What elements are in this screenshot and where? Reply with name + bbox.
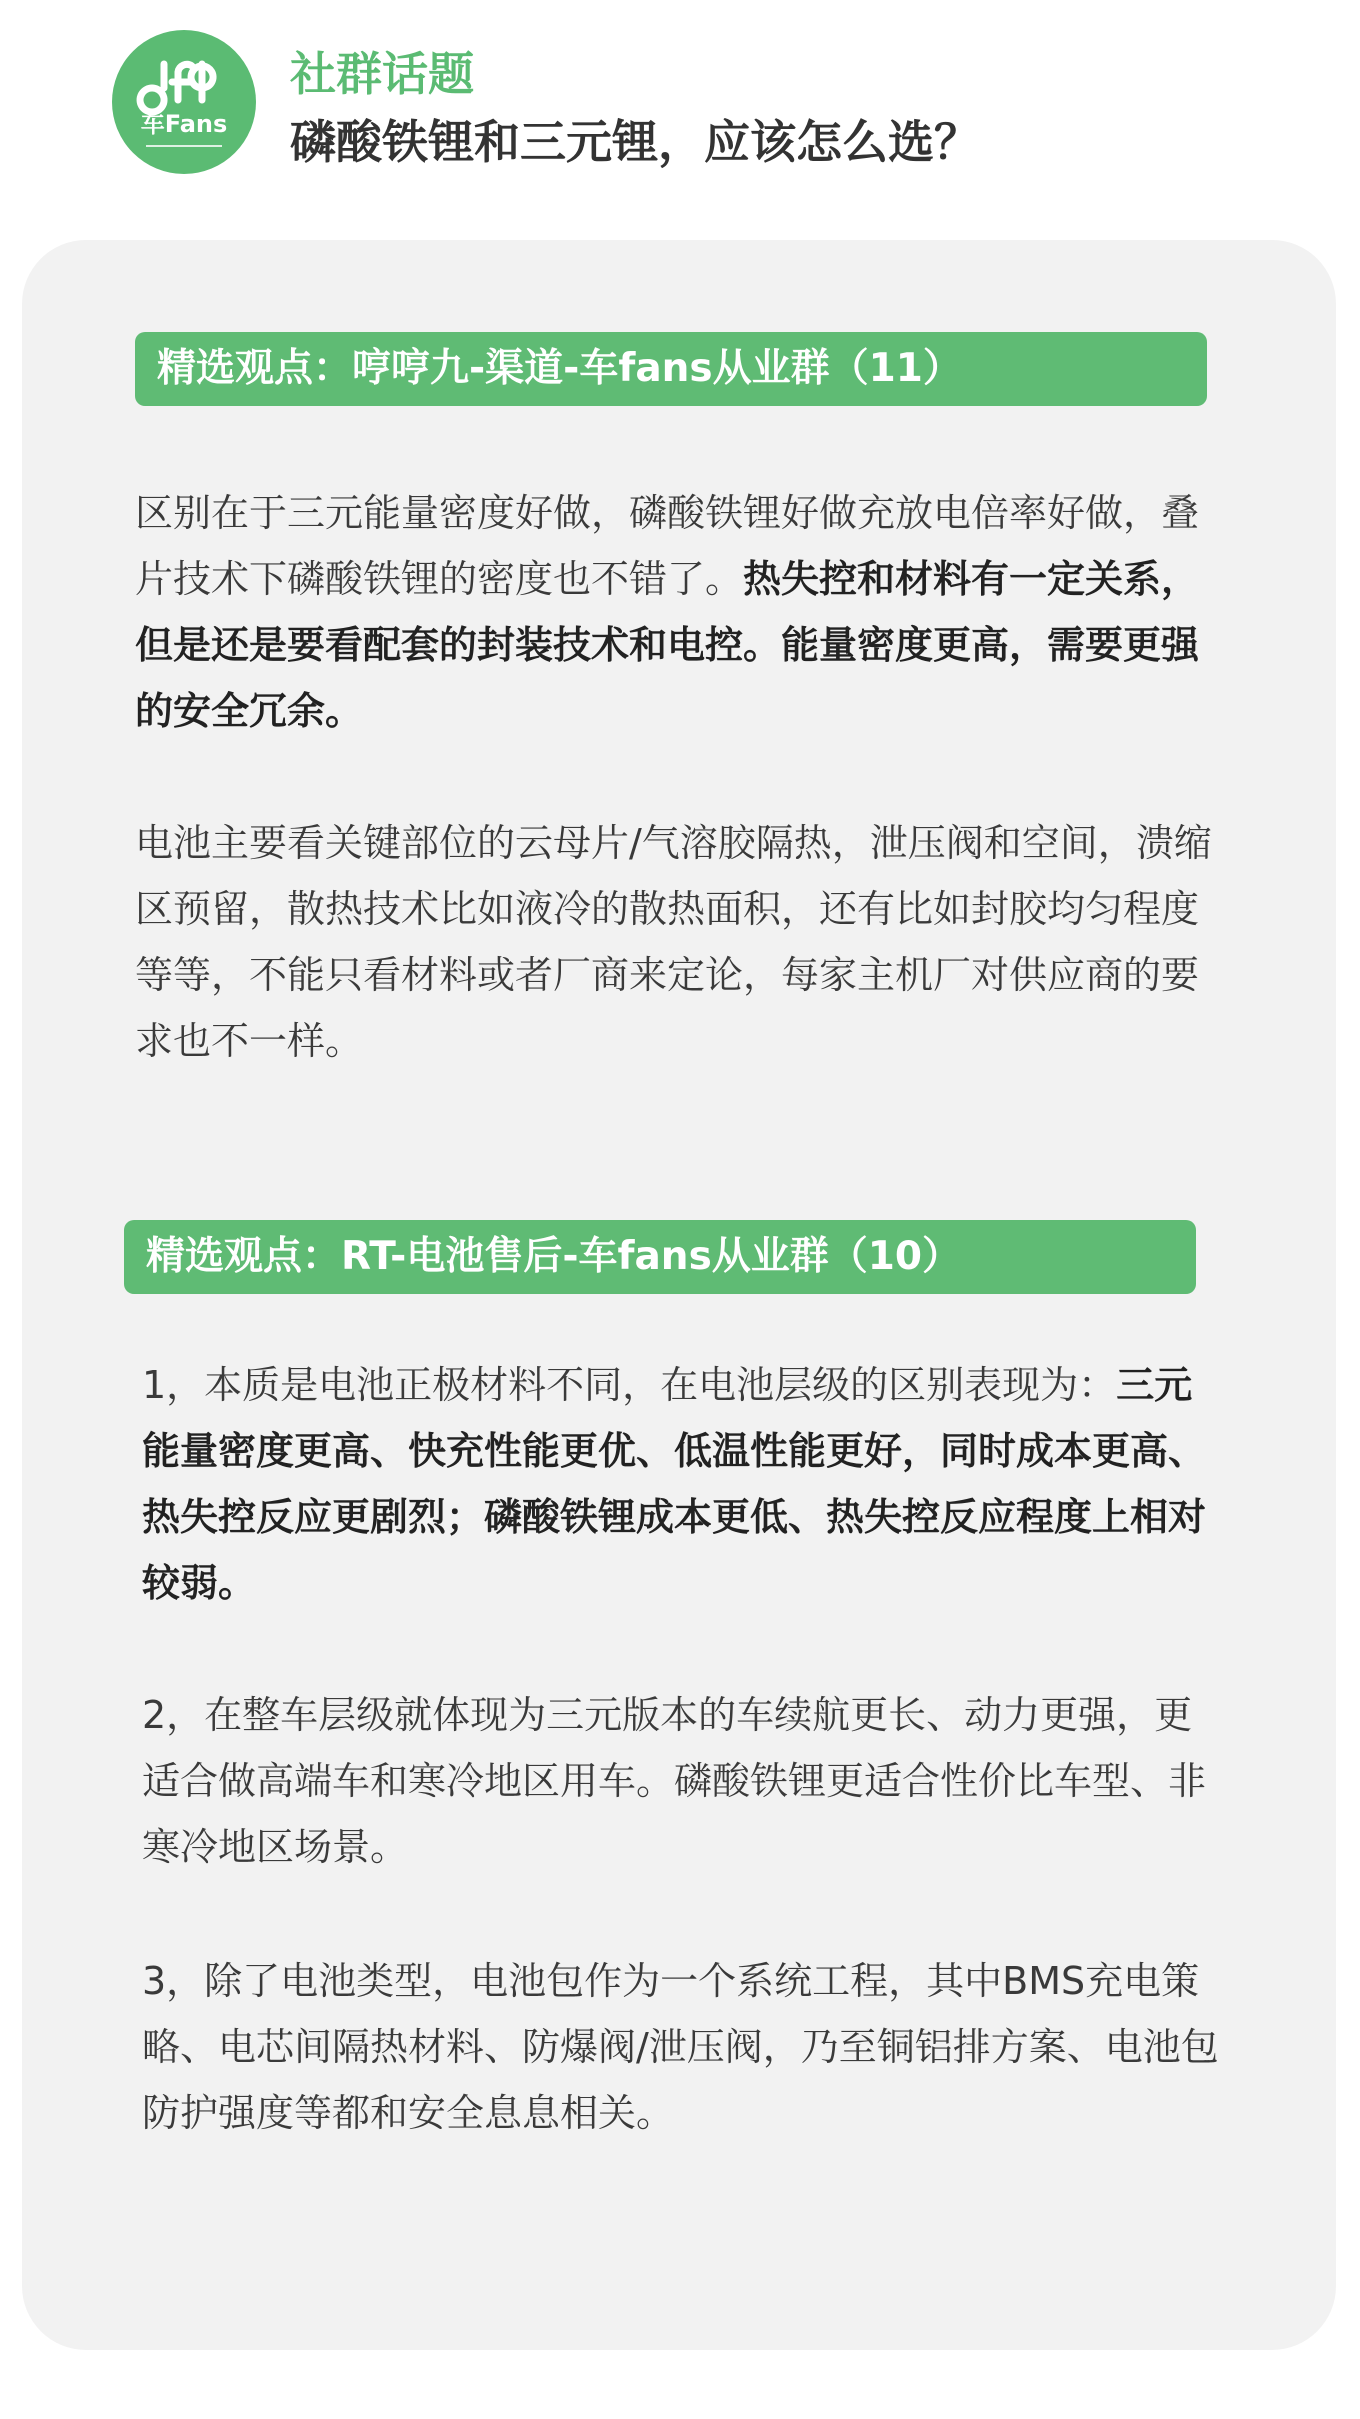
paragraph — [142, 1682, 1222, 1880]
paragraph — [142, 1352, 1222, 1616]
paragraph-bold-text: 三元能量密度更高、快充性能更优、低温性能更好，同时成本更高、热失控反应更剧烈；磷酸铁锂成本更低、热失控反应程度上相对较弱。 — [142, 1363, 1207, 1605]
content-card — [22, 240, 1336, 2350]
question-title: 磷酸铁锂和三元锂，应该怎么选？ — [290, 115, 980, 169]
paragraph-text: 区别在于三元能量密度好做，磷酸铁锂好做充放电倍率好做，叠片技术下磷酸铁锂的密度也不错了。 — [135, 491, 1200, 601]
section-banner: 精选观点：哼哼九-渠道-车fans从业群（11） — [135, 332, 1207, 406]
topic-title: 社群话题 — [290, 47, 474, 101]
chefans-logo-icon — [112, 30, 256, 174]
paragraph-bold-text: 热失控和材料有一定关系，但是还是要看配套的封装技术和电控。能量密度更高，需要更强的安全冗余。 — [135, 557, 1200, 733]
paragraph — [135, 480, 1215, 744]
paragraph-text: 2，在整车层级就体现为三元版本的车续航更长、动力更强，更适合做高端车和寒冷地区用车。磷酸铁锂更适合性价比车型、非寒冷地区场景。 — [142, 1693, 1207, 1869]
paragraph-text: 1，本质是电池正极材料不同，在电池层级的区别表现为： — [142, 1363, 1117, 1407]
header — [0, 0, 1360, 230]
paragraph-text: 电池主要看关键部位的云母片/气溶胶隔热，泄压阀和空间，溃缩区预留，散热技术比如液冷的散热面积，还有比如封胶均匀程度等等，不能只看材料或者厂商来定论，每家主机厂对供应商的要求也不一样。 — [135, 821, 1212, 1063]
paragraph — [135, 810, 1215, 1074]
section-banner: 精选观点：RT-电池售后-车fans从业群（10） — [124, 1220, 1196, 1294]
paragraph-text: 3，除了电池类型，电池包作为一个系统工程，其中BMS充电策略、电芯间隔热材料、防爆阀/泄压阀，乃至铜铝排方案、电池包防护强度等都和安全息息相关。 — [142, 1959, 1219, 2135]
paragraph — [142, 1948, 1222, 2146]
svg-text:车Fans: 车Fans — [140, 110, 228, 138]
